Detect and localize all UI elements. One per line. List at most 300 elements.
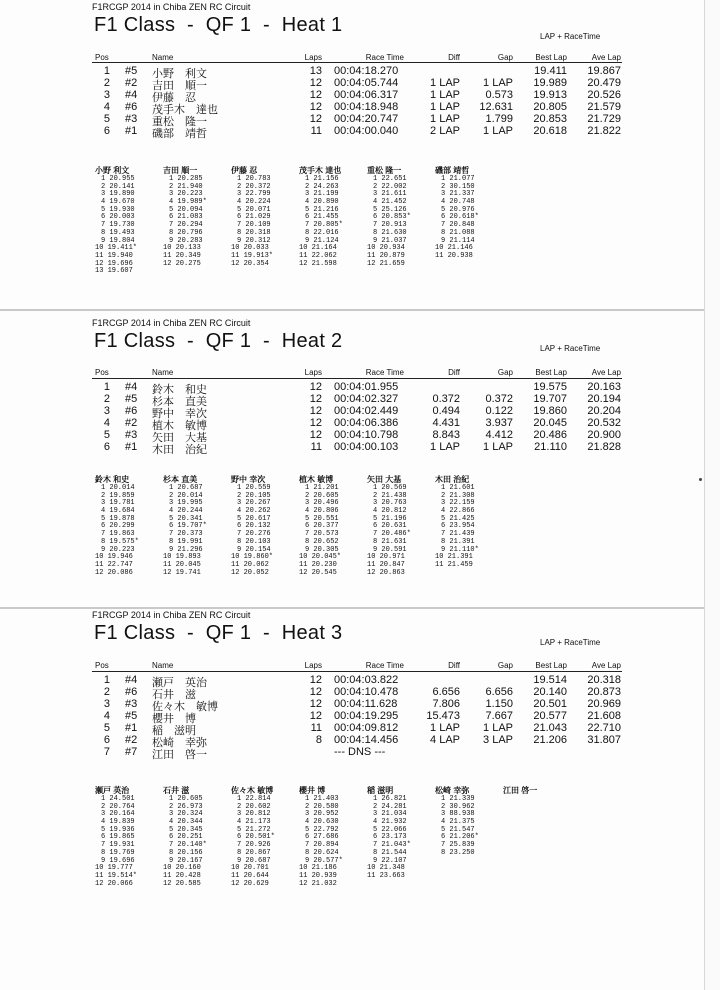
lap-time: 13 19.607: [95, 267, 133, 276]
result-ave: 21.828: [587, 441, 621, 453]
result-best: 19.514: [533, 674, 567, 686]
lap-time: 5 22.066: [373, 825, 407, 834]
lap-time: 8 21.088: [441, 228, 475, 237]
column-header-gap: Gap: [497, 661, 513, 670]
result-laps: 12: [309, 89, 322, 101]
result-gap: 0.372: [485, 393, 513, 405]
result-diff: 4 LAP: [430, 734, 460, 746]
column-header-race-time: Race Time: [365, 661, 404, 670]
column-header-best-lap: Best Lap: [535, 53, 567, 62]
result-best: 21.206: [533, 734, 567, 746]
lap-time: 3 20.496: [305, 499, 339, 508]
lap-time: 7 20.373: [169, 530, 203, 539]
result-name: 木田 治紀: [152, 444, 207, 456]
lap-time: 4 20.748: [441, 198, 475, 207]
result-best: 20.618: [533, 125, 567, 137]
lap-time: 5 21.196: [373, 514, 407, 523]
result-laps: 12: [309, 429, 322, 441]
result-row: [0, 746, 704, 761]
lap-time: 3 20.952: [305, 810, 339, 819]
lap-time: 2 20.605: [305, 491, 339, 500]
lap-racetime-label: LAP + RaceTime: [540, 32, 601, 41]
lap-time: 1 21.601: [441, 484, 475, 492]
lap-time: 2 20.014: [169, 491, 203, 500]
lap-time: 12 21.598: [299, 259, 337, 268]
result-diff: 0.494: [432, 405, 460, 417]
lap-time: 3 21.034: [373, 810, 407, 819]
lap-time: 6 21.206*: [441, 833, 479, 842]
result-name: 鈴木 和史: [152, 384, 207, 396]
lap-time: 7 20.109: [237, 221, 271, 230]
driver-name: 重松 隆一: [367, 166, 402, 175]
driver-name: 櫻井 博: [299, 786, 326, 795]
lap-time: 10 20.033: [231, 244, 269, 253]
result-row: [0, 417, 704, 432]
lap-time: 10 19.893: [163, 553, 201, 562]
result-row: [0, 698, 704, 713]
result-time: 00:04:18.270: [334, 65, 399, 77]
lap-time: 2 20.580: [305, 802, 339, 811]
driver-name: 鈴木 和史: [95, 475, 130, 484]
driver-name: 松崎 幸弥: [435, 786, 470, 795]
lap-time: 9 21.124: [305, 236, 339, 245]
lap-time: 8 21.391: [441, 537, 475, 546]
lap-racetime-label: LAP + RaceTime: [540, 344, 601, 353]
result-pos: 5: [103, 722, 110, 734]
result-best: 19.860: [533, 405, 567, 417]
lap-time: 4 19.839: [101, 818, 135, 827]
lap-time: 12 20.585: [163, 879, 201, 888]
lap-time: 7 20.294: [169, 221, 203, 230]
lap-time: 7 21.439: [441, 530, 475, 539]
lap-time: 9 19.804: [101, 236, 135, 245]
column-header-laps: Laps: [304, 53, 322, 62]
lap-time: 11 20.847: [367, 560, 405, 569]
result-best: 20.045: [533, 417, 567, 429]
lap-time: 11 23.663: [367, 871, 405, 880]
lap-times-column: [367, 474, 435, 577]
lap-time: 5 20.617: [237, 514, 271, 523]
result-car: #4: [125, 674, 138, 686]
lap-time: 8 20.156: [169, 848, 203, 857]
result-name: 吉田 順一: [152, 80, 207, 92]
result-ave: 20.526: [587, 89, 621, 101]
sheet-divider: [0, 309, 720, 311]
lap-time: 12 20.629: [231, 879, 269, 888]
result-name: 小野 利文: [152, 68, 207, 80]
result-car: #5: [125, 710, 138, 722]
lap-time: 4 19.989*: [169, 198, 207, 207]
result-name: 野中 幸次: [152, 408, 207, 420]
lap-time: 5 21.425: [441, 514, 475, 523]
result-name: 植木 敏博: [152, 420, 207, 432]
event-name: F1RCGP 2014 in Chiba ZEN RC Circuit: [92, 318, 251, 328]
driver-name: 稲 滋明: [367, 786, 394, 795]
result-gap: 1 LAP: [483, 125, 513, 137]
result-ave: 22.710: [587, 722, 621, 734]
result-laps: 8: [315, 734, 322, 746]
lap-time: 10 20.701: [231, 864, 269, 873]
result-time: 00:04:19.295: [334, 710, 399, 722]
result-car: #4: [125, 381, 138, 393]
result-time: 00:04:00.040: [334, 125, 399, 137]
result-ave: 20.194: [587, 393, 621, 405]
result-gap: 12.631: [479, 101, 513, 113]
lap-time: 12 20.052: [231, 568, 269, 577]
result-ave: 21.822: [587, 125, 621, 137]
lap-time: 9 21.110*: [441, 545, 479, 554]
lap-time: 9 19.696: [101, 856, 135, 865]
lap-times-column: [299, 785, 367, 888]
lap-time: 6 19.865: [101, 833, 135, 842]
result-best: 20.853: [533, 113, 567, 125]
lap-time: 5 21.547: [441, 825, 475, 834]
result-row: [0, 381, 704, 396]
lap-time: 1 20.285: [169, 175, 203, 183]
lap-times-column: [299, 474, 367, 577]
driver-name: 江田 啓一: [503, 786, 538, 795]
lap-time: 7 19.863: [101, 530, 135, 539]
lap-time: 6 20.299: [101, 522, 135, 531]
lap-time: 8 22.016: [305, 228, 339, 237]
result-car: #1: [125, 441, 138, 453]
lap-time: 7 19.730: [101, 221, 135, 230]
lap-times-column: [231, 785, 299, 888]
result-best: 20.140: [533, 686, 567, 698]
result-laps: 12: [309, 710, 322, 722]
lap-time: 4 20.262: [237, 507, 271, 516]
lap-time: 8 20.103: [237, 537, 271, 546]
result-ave: 20.163: [587, 381, 621, 393]
lap-time: 12 19.741: [163, 568, 201, 577]
result-pos: 4: [103, 710, 110, 722]
result-row: [0, 125, 704, 140]
lap-time: 12 20.863: [367, 568, 405, 577]
lap-time: 5 19.936: [101, 825, 135, 834]
column-header-pos: Pos: [95, 53, 109, 62]
lap-time: 6 19.707*: [169, 522, 207, 531]
lap-times-column: [163, 474, 231, 577]
lap-time: 5 20.345: [169, 825, 203, 834]
result-row: [0, 113, 704, 128]
lap-time: 8 20.867: [237, 848, 271, 857]
lap-times-column: [435, 165, 503, 261]
lap-time: 9 20.577*: [305, 856, 343, 865]
lap-time: 6 21.029: [237, 213, 271, 222]
result-row: [0, 65, 704, 80]
result-pos: 6: [103, 734, 110, 746]
result-gap: 3 LAP: [483, 734, 513, 746]
column-header-diff: Diff: [448, 661, 460, 670]
driver-name: 佐々木 敏博: [231, 786, 274, 795]
lap-time: 3 19.995: [169, 499, 203, 508]
lap-time: 12 20.354: [231, 259, 269, 268]
lap-time: 6 23.954: [441, 522, 475, 531]
result-name: 磯部 靖哲: [152, 128, 207, 140]
result-ave: 20.873: [587, 686, 621, 698]
lap-time: 2 20.141: [101, 182, 135, 191]
result-best: 21.043: [533, 722, 567, 734]
result-name: 松崎 幸弥: [152, 737, 207, 749]
lap-time: 12 19.696: [95, 259, 133, 268]
lap-time: 11 20.349: [163, 251, 201, 260]
result-best: 20.486: [533, 429, 567, 441]
lap-times-column: [95, 474, 163, 577]
result-time: 00:04:05.744: [334, 77, 399, 89]
lap-time: 11 19.514*: [95, 871, 138, 880]
lap-time: 8 19.493: [101, 228, 135, 237]
lap-time: 6 20.501*: [237, 833, 275, 842]
result-pos: 2: [103, 393, 110, 405]
result-diff: 1 LAP: [430, 722, 460, 734]
result-laps: 12: [309, 393, 322, 405]
heat-title: F1 Class - QF 1 - Heat 2: [94, 330, 343, 352]
lap-time: 1 21.156: [305, 175, 339, 183]
result-pos: 6: [103, 441, 110, 453]
result-diff: 8.843: [432, 429, 460, 441]
result-laps: 12: [309, 101, 322, 113]
lap-time: 7 21.043*: [373, 841, 411, 850]
column-header-pos: Pos: [95, 368, 109, 377]
lap-time: 5 20.094: [169, 205, 203, 214]
driver-name: 吉田 順一: [163, 166, 198, 175]
result-time: 00:04:00.103: [334, 441, 399, 453]
result-name: 茂手木 達也: [152, 104, 218, 116]
driver-name: 茂手木 達也: [299, 166, 342, 175]
lap-time: 5 20.071: [237, 205, 271, 214]
result-name: 佐々木 敏博: [152, 701, 218, 713]
result-car: #2: [125, 734, 138, 746]
lap-time: 7 20.486*: [373, 530, 411, 539]
lap-time: 3 20.223: [169, 190, 203, 199]
lap-times-column: [95, 165, 163, 276]
lap-time: 10 19.777: [95, 864, 133, 873]
result-car: #6: [125, 686, 138, 698]
header-rule: [92, 671, 622, 672]
driver-name: 瀬戸 英治: [95, 786, 130, 795]
lap-time: 10 19.411*: [95, 244, 138, 253]
lap-time: 3 19.890: [101, 190, 135, 199]
header-rule: [92, 62, 622, 63]
column-header-gap: Gap: [497, 53, 513, 62]
lap-time: 6 21.083: [169, 213, 203, 222]
page-right-margin: [704, 0, 720, 990]
result-row: [0, 89, 704, 104]
column-header-best-lap: Best Lap: [535, 661, 567, 670]
lap-time: 2 20.602: [237, 802, 271, 811]
lap-time: 2 19.859: [101, 491, 135, 500]
header-rule: [92, 378, 622, 379]
lap-time: 9 20.167: [169, 856, 203, 865]
lap-time: 5 20.341: [169, 514, 203, 523]
lap-time: 10 20.934: [367, 244, 405, 253]
heat-1-sheet: [0, 0, 704, 310]
result-pos: 3: [103, 405, 110, 417]
result-car: #5: [125, 393, 138, 405]
lap-time: 7 25.839: [441, 841, 475, 850]
lap-time: 9 20.591: [373, 545, 407, 554]
lap-time: 1 22.814: [237, 795, 271, 803]
result-name: 矢田 大基: [152, 432, 207, 444]
result-ave: 20.900: [587, 429, 621, 441]
lap-time: 9 21.114: [441, 236, 475, 245]
lap-time: 1 20.783: [237, 175, 271, 183]
column-header-ave-lap: Ave Lap: [591, 53, 621, 62]
result-ave: 20.204: [587, 405, 621, 417]
lap-time: 7 20.573: [305, 530, 339, 539]
lap-times-column: [367, 165, 435, 268]
event-name: F1RCGP 2014 in Chiba ZEN RC Circuit: [92, 610, 251, 620]
driver-name: 植木 敏博: [299, 475, 334, 484]
lap-times-column: [435, 785, 503, 858]
lap-time: 4 20.812: [373, 507, 407, 516]
result-time: 00:04:06.317: [334, 89, 399, 101]
column-header-gap: Gap: [497, 368, 513, 377]
lap-time: 7 20.276: [237, 530, 271, 539]
lap-time: 7 20.913: [373, 221, 407, 230]
driver-name: 磯部 靖哲: [435, 166, 470, 175]
result-pos: 1: [103, 674, 110, 686]
lap-time: 2 26.973: [169, 802, 203, 811]
result-best: 19.707: [533, 393, 567, 405]
result-row: [0, 77, 704, 92]
lap-time: 3 20.812: [237, 810, 271, 819]
result-name: 伊藤 忍: [152, 92, 196, 104]
lap-time: 6 20.003: [101, 213, 135, 222]
lap-time: 4 19.684: [101, 507, 135, 516]
driver-name: 木田 治紀: [435, 475, 470, 484]
result-car: #2: [125, 417, 138, 429]
lap-time: 11 22.062: [299, 251, 337, 260]
lap-time: 11 20.644: [231, 871, 269, 880]
result-diff: 6.656: [432, 686, 460, 698]
lap-time: 3 88.938: [441, 810, 475, 819]
result-ave: 20.318: [587, 674, 621, 686]
result-pos: 5: [103, 429, 110, 441]
lap-time: 12 20.545: [299, 568, 337, 577]
lap-time: 10 21.348: [367, 864, 405, 873]
result-car: #3: [125, 113, 138, 125]
lap-time: 11 20.062: [231, 560, 269, 569]
lap-time: 5 20.976: [441, 205, 475, 214]
lap-time: 2 22.002: [373, 182, 407, 191]
result-car: #2: [125, 77, 138, 89]
result-row: [0, 405, 704, 420]
result-time: 00:04:09.812: [334, 722, 399, 734]
scan-speck: [699, 478, 702, 481]
result-ave: 21.579: [587, 101, 621, 113]
result-time: 00:04:10.478: [334, 686, 399, 698]
lap-time: 8 20.652: [305, 537, 339, 546]
lap-time: 1 20.569: [373, 484, 407, 492]
result-name: 稲 滋明: [152, 725, 196, 737]
result-best: 20.805: [533, 101, 567, 113]
result-gap: 6.656: [485, 686, 513, 698]
lap-time: 2 20.764: [101, 802, 135, 811]
lap-time: 8 20.796: [169, 228, 203, 237]
result-laps: 12: [309, 405, 322, 417]
lap-time: 6 20.251: [169, 833, 203, 842]
lap-time: 10 21.186: [299, 864, 337, 873]
lap-time: 1 26.821: [373, 795, 407, 803]
lap-time: 2 21.438: [373, 491, 407, 500]
lap-time: 4 20.630: [305, 818, 339, 827]
lap-time: 2 21.940: [169, 182, 203, 191]
result-diff: 7.806: [432, 698, 460, 710]
lap-time: 6 20.853*: [373, 213, 411, 222]
result-row: [0, 101, 704, 116]
result-row: [0, 710, 704, 725]
lap-time: 11 20.230: [299, 560, 337, 569]
lap-times-column: [95, 785, 163, 888]
lap-time: 9 21.296: [169, 545, 203, 554]
lap-time: 4 19.670: [101, 198, 135, 207]
result-laps: 12: [309, 686, 322, 698]
heat-title: F1 Class - QF 1 - Heat 3: [94, 622, 343, 644]
column-header-pos: Pos: [95, 661, 109, 670]
result-car: #3: [125, 698, 138, 710]
column-header-race-time: Race Time: [365, 368, 404, 377]
lap-racetime-label: LAP + RaceTime: [540, 638, 601, 647]
column-header-ave-lap: Ave Lap: [591, 368, 621, 377]
lap-time: 11 20.045: [163, 560, 201, 569]
column-header-name: Name: [152, 368, 174, 377]
result-pos: 3: [103, 698, 110, 710]
lap-time: 5 19.878: [101, 514, 135, 523]
lap-time: 10 21.391: [435, 553, 473, 562]
column-header-laps: Laps: [304, 368, 322, 377]
result-laps: 12: [309, 674, 322, 686]
result-pos: 6: [103, 125, 110, 137]
result-laps: 11: [310, 722, 322, 734]
result-gap: 7.667: [485, 710, 513, 722]
result-time: 00:04:10.798: [334, 429, 399, 441]
lap-time: 3 20.324: [169, 810, 203, 819]
result-time: --- DNS ---: [334, 746, 386, 758]
lap-time: 4 20.890: [305, 198, 339, 207]
lap-time: 11 19.940: [95, 251, 133, 260]
result-time: 00:04:18.948: [334, 101, 399, 113]
lap-time: 1 21.077: [441, 175, 475, 183]
result-time: 00:04:20.747: [334, 113, 399, 125]
result-ave: 21.729: [587, 113, 621, 125]
lap-time: 1 20.014: [101, 484, 135, 492]
result-name: 重松 隆一: [152, 116, 207, 128]
lap-time: 6 23.173: [373, 833, 407, 842]
driver-name: 石井 滋: [163, 786, 190, 795]
result-diff: 0.372: [432, 393, 460, 405]
result-pos: 3: [103, 89, 110, 101]
result-diff: 15.473: [426, 710, 460, 722]
lap-time: 4 22.866: [441, 507, 475, 516]
result-laps: 13: [309, 65, 322, 77]
lap-time: 10 20.971: [367, 553, 405, 562]
lap-time: 3 21.337: [441, 190, 475, 199]
result-laps: 12: [309, 381, 322, 393]
result-pos: 2: [103, 686, 110, 698]
lap-time: 2 20.105: [237, 491, 271, 500]
lap-time: 5 21.272: [237, 825, 271, 834]
lap-time: 8 19.991: [169, 537, 203, 546]
lap-time: 1 22.651: [373, 175, 407, 183]
result-row: [0, 734, 704, 749]
lap-time: 1 20.955: [101, 175, 135, 183]
result-time: 00:04:14.456: [334, 734, 399, 746]
result-car: #1: [125, 722, 138, 734]
lap-time: 11 20.879: [367, 251, 405, 260]
result-laps: 12: [309, 113, 322, 125]
lap-time: 9 20.312: [237, 236, 271, 245]
